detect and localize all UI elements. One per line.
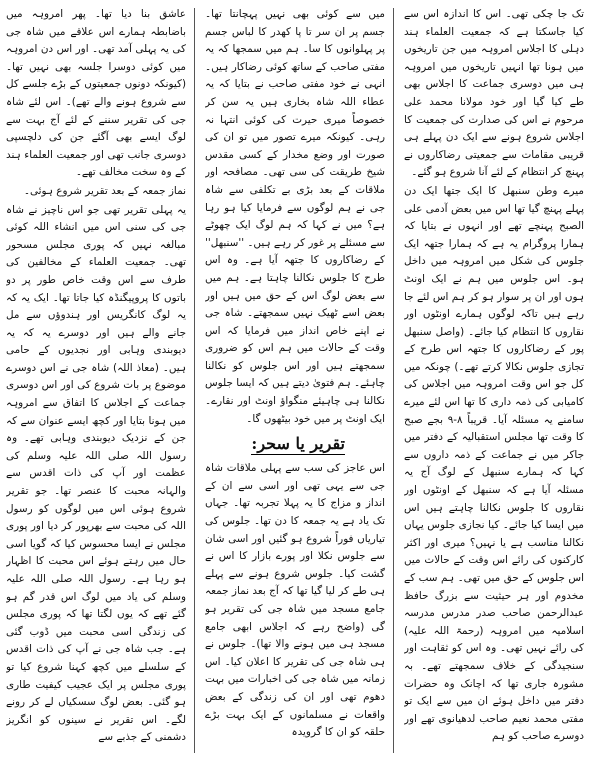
column-middle	[205, 6, 385, 755]
paragraph: اس عاجز کی سب سے پہلی ملاقات شاہ جی سے یہی تھی اور اسی سے ان کے انداز و مزاج کا یہ پہلا تجربہ تھا۔ جہاں تک یاد ہے یہ جمعہ کا دن تھا۔ جلوس کی تیاریاں فوراً شروع ہو گئیں اور اسی شان سے جلوس نکلا اور پورے بازار کا اس نے گشت کیا۔ جلوس شروع ہونے سے پہلے ہی طے کر لیا گیا تھا کہ آج بعد نماز جمعہ جامع مسجد میں شاہ جی کی تقریر ہو گی (واضح رہے کہ اجلاس ابھی جامع مسجد ہی میں ہونے والا تھا)۔ جلوس نے ہی شاہ جی کی تقریر کا اعلان کیا۔ اس زمانہ میں شاہ جی کی اخبارات میں بہت دھوم تھی اور ان کی زندگی کے بعض واقعات نے مسلمانوں کے ایک بہت بڑے حلقہ کو ان کا گرویدہ	[205, 462, 385, 739]
section-heading-text: تقریر یا سحر:	[251, 434, 345, 454]
section-heading	[205, 434, 385, 454]
paragraph: میرے وطن سنبھل کا ایک جتھا ایک دن پہلے پہنچ گیا تھا اس میں بعض آدمی علی الصبح پہنچے تھے اور انہوں نے بتایا کہ ہمارا پروگرام یہ ہے کہ ہمارا جتھہ ایک جلوس کی شکل میں امروہہ میں داخل ہو۔ اس جلوس میں ہم نے ایک اونٹ ہوں اور ان پر سوار ہو کر ہم اس لئے جا رہے ہیں تاکہ لوگوں ہمارے اونٹوں اور نقاروں کا انتظام کیا جائے۔ (واصل سنبھل پور کے رضاکاروں کا جتھہ اس طرح کے تجازی جلوس نکالا کرتے تھے۔) چونکہ میں کل جو اس وقت امروہہ میں اجلاس کی کامیابی کی ذمہ داری کا تھا اس لئے میرے سامنے یہ مسئلہ آیا۔ قریباً ۸-۹ بجے صبح کا وقت تھا مجلس استقبالیہ کے دفتر میں جاکر میں نے جماعت کے ذمہ داروں سے کہا کہ ہمارے سنبھل کے لوگ آج یہ مسئلہ آیا ہے کہ سنبھل کے اونٹوں اور نقاروں کا جلوس نکالنا چاہتے ہیں اس میں ایسا کیا جائے۔ کیا نجازی جلوس یہاں نکالنا مناسب ہے یا نہیں؟ میری اور اکثر کارکنوں کی رائے اس وقت کے حالات میں اس جلوس کے حق میں تھی۔ ہم سب کے مخدوم اور ہر حیثیت سے بزرگ حافظ عبدالرحمن صاحب صدر مدرس مدرسہ اسلامیہ میں امروہہ (رحمۃ اللہ علیہ) کی رائے نہیں تھی۔ وہ اس کو ثقاہت اور سنجیدگی کے خلاف سمجھتے تھے۔ بہ مشورہ جاری تھا کہ اچانک وہ حضرات دفتر میں داخل ہوئے ان میں سے ایک تو مفتی محمد نعیم صاحب لدھیانوی تھے اور دوسرے صاحب کو ہم	[404, 184, 584, 743]
column-left	[6, 6, 186, 755]
paragraph: یہ پہلی تقریر تھی جو اس ناچیز نے شاہ جی کی سنی اس میں انشاء اللہ کوئی مبالغہ نہیں کہ پوری مجلس مسحور تھی۔ جمعیت العلماء کے مخالفین کی طرف سے اس وقت خاص طور پر دو باتوں کا پروپیگنڈہ کیا جاتا تھا۔ ایک یہ کہ یہ لوگ کانگریس اور ہندوؤں سے مل جانے والے ہیں اور دوسرے یہ کہ یہ دیوبندی وہابی اور نجدیوں کے حامی ہیں۔ (معاذ اللہ) شاہ جی نے اس دوسرے موضوع پر بات شروع کی اور اس دوسری جماعت کے اجلاس کا اتفاق سے امروہہ میں ہونا بتایا اور کچھ ایسے عنوان سے کہ جن کے نزدیک دیوبندی وہابی تھے۔ وہ رسول اللہ صلی اللہ علیہ وسلم کی عظمت اور آپ کی ذات اقدس سے والہانہ محبت کا عنصر تھا۔ جو تقریر شروع ہوئی اس میں لوگوں کو رسول اللہ کی محبت سے بھرپور کر دیا اور پوری مجلس نے ایسا محسوس کیا کہ گویا اسی حال میں رہتے ہوئے اس محبت کا اظہار ہو رہا ہے۔ رسول اللہ صلی اللہ علیہ وسلم کی یاد میں لوگ اس قدر گم ہو گئے تھے کہ یوں لگتا تھا کہ پوری مجلس کی زندگی اسی محبت میں ڈوب گئی ہے۔ جب شاہ جی نے آپ کی ذات اقدس کے سلسلے میں کچھ کہنا شروع کیا تو پوری مجلس پر ایک عجیب کیفیت طاری ہو گئی۔ بعض لوگ سسکیاں لے کر رونے لگے۔ اس تقریر نے سینوں کو انگریز دشمنی کے جذبے سے	[6, 203, 186, 744]
paragraph: عاشق بنا دیا تھا۔ پھر امروہہ میں باضابطہ ہمارے اس علاقے میں شاہ جی کی یہ پہلی آمد تھی۔ اور اس دن امروہہ میں کوئی دوسرا جلسہ بھی نہیں تھا۔ (کیونکہ دونوں جمعیتوں کے بڑے جلسے کل سے شروع ہونے والے تھے)۔ اس لئے شاہ جی کی تقریر سننے کے لئے آج بہت سے لوگ ایسے بھی آگئے جن کی دلچسپی دوسری جانب تھی اور جمعیت العلماء ہند کے وہ سخت مخالف تھے۔	[6, 8, 186, 179]
column-divider	[393, 8, 394, 753]
column-right	[404, 6, 584, 755]
paragraph: تک جا چکی تھی۔ اس کا اندازہ اس سے کیا جاسکتا ہے کہ جمعیت العلماء ہند دہلی کا اجلاس امروہہ میں جن تاریخوں میں ہونا تھا انہیں تاریخوں میں امروہہ ہی میں دوسری جماعت کا اجلاس بھی طے کیا گیا اور خود مولانا محمد علی مرحوم نے اس کی صدارت کی جمعیت کا اجلاس شروع ہونے سے ایک دن پہلے ہی قریبی مقامات سے جمعیتی رضاکاروں نے پہنچ کر انتظام کے لئے آنا شروع ہو گئے۔	[404, 8, 584, 179]
paragraph: میں سے کوئی بھی نہیں پہچانتا تھا۔ جسم پر ان سر تا پا کھدر کا لباس جسم پر پہلوانوں کا سا۔ ہم میں سمجھا کہ یہ مفتی صاحب کے ساتھ کوئی رضاکار ہیں۔ انہی نے خود مفتی صاحب نے بتایا کہ یہ عطاء اللہ شاہ بخاری ہیں یہ سن کر خصوصاً میری حیرت کی کوئی انتہا نہ رہی۔ کیونکہ میرے تصور میں تو ان کی صورت اور وضع مخدار کے کسی مقدس شیخ طریقت کی سی تھی۔ مصافحہ اور ملاقات کے بعد بڑی بے تکلفی سے شاہ جی نے ہم لوگوں سے فرمایا کیا ہو رہا ہے؟ میں نے کہا کہ ہم لوگ ایک چھوٹے سے مسئلے پر غور کر رہے ہیں۔ ''سنبھل'' کے رضاکاروں کا جتھہ آیا ہے۔ وہ اس طرح کا جلوس نکالنا چاہتا ہے۔ ہم میں سے بعض لوگ اس کے حق میں ہیں اور بعض اسے ٹھیک نہیں سمجھتے۔ شاہ جی نے اپنے خاص انداز میں فرمایا کہ اس وقت کے حالات میں ہم اس کو ضروری سمجھتے ہیں اور اس جلوس کو نکالنا چاہئے۔ ہم فتویٰ دیتے ہیں کہ ایسا جلوس نکالنا ہی چاہیئے منگواؤ اونٹ اور نقارے۔ ایک اونٹ پر میں خود بیٹھوں گا۔	[205, 8, 385, 425]
paragraph: نماز جمعہ کے بعد تقریر شروع ہوئی۔	[23, 184, 186, 197]
column-divider	[194, 8, 195, 753]
